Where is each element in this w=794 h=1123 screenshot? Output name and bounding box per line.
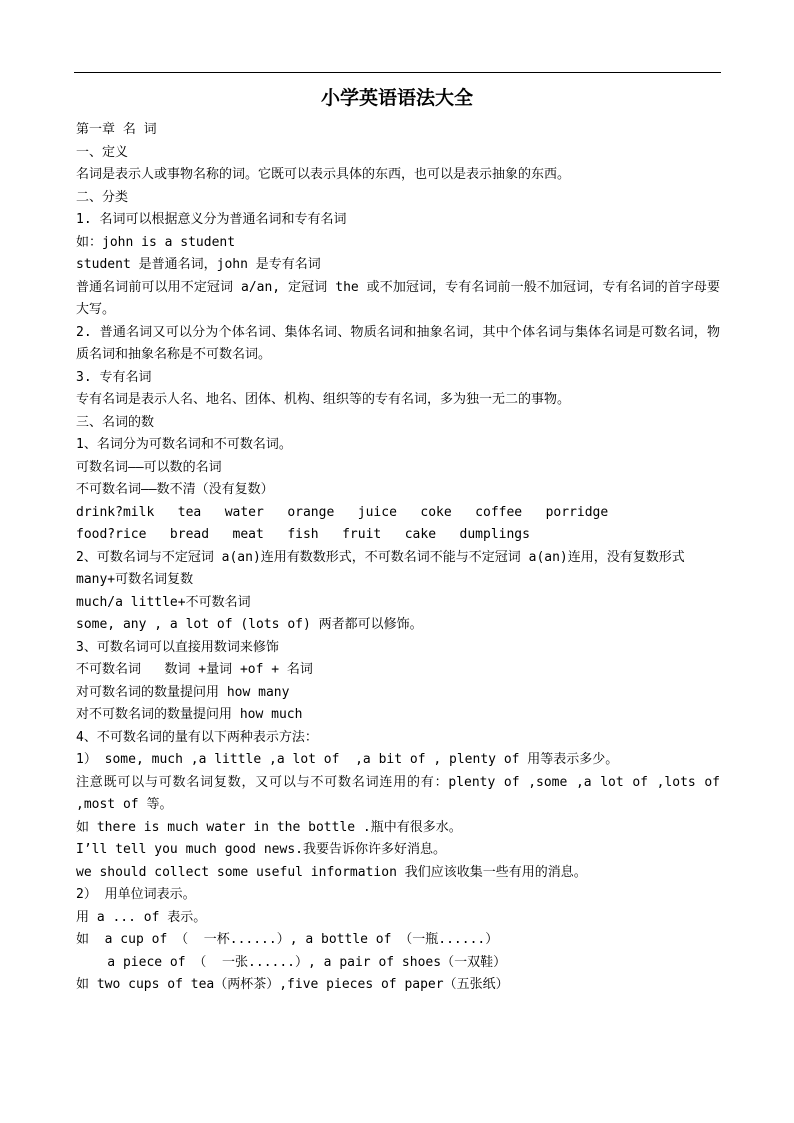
text-line: 专有名词是表示人名、地名、团体、机构、组织等的专有名词，多为独一无二的事物。	[76, 392, 571, 407]
text-line: 如 two cups of tea（两杯茶）,five pieces of paper（五张纸）	[76, 977, 509, 992]
text-line: 用 a ... of 表示。	[76, 909, 207, 925]
text-line: 可数名词——可以数的名词	[76, 459, 222, 475]
text-line: 不可数名词——数不清（没有复数）	[76, 482, 274, 497]
text-line: 名词是表示人或事物名称的词。它既可以表示具体的东西，也可以是表示抽象的东西。	[76, 167, 571, 182]
text-line: much/a little+不可数名词	[76, 594, 251, 610]
text-line: 4、不可数名词的量有以下两种表示方法：	[76, 729, 318, 745]
text-line: 如 a cup of （ 一杯......）, a bottle of （一瓶......）	[76, 932, 499, 947]
text-line: 不可数名词 数词 +量词 +of + 名词	[76, 662, 313, 677]
text-line: 3. 专有名词	[76, 369, 152, 385]
header-rule	[74, 72, 721, 73]
text-paragraph: 注意既可以与可数名词复数，又可以与不可数名词连用的有：plenty of ,some ,a lot of ,lots of ,most of 等。	[76, 774, 720, 812]
text-line: 如 there is much water in the bottle .瓶中有很多水。	[76, 819, 462, 835]
section-heading: 一、定义	[76, 144, 129, 160]
text-line: 3、可数名词可以直接用数词来修饰	[76, 639, 279, 655]
text-line: 1. 名词可以根据意义分为普通名词和专有名词	[76, 212, 347, 227]
text-line: drink?milk tea water orange juice coke coffee porridge	[76, 504, 609, 520]
chapter-heading: 第一章 名 词	[76, 122, 157, 137]
text-line: food?rice bread meat fish fruit cake dumplings	[76, 527, 530, 542]
document-body	[76, 119, 726, 997]
text-line: 1） some, much ,a little ,a lot of ,a bit of , plenty of 用等表示多少。	[76, 752, 619, 767]
text-line: 如：john is a student	[76, 234, 236, 250]
text-line: we should collect some useful information 我们应该收集一些有用的消息。	[76, 864, 587, 880]
text-line: many+可数名词复数	[76, 572, 194, 587]
text-line: 对不可数名词的数量提问用 how much	[76, 707, 303, 722]
text-line: student 是普通名词，john 是专有名词	[76, 257, 321, 272]
text-line: 2） 用单位词表示。	[76, 887, 196, 902]
text-line: 对可数名词的数量提问用 how many	[76, 684, 290, 700]
section-heading: 三、名词的数	[76, 414, 155, 430]
text-paragraph: 普通名词前可以用不定冠词 a/an, 定冠词 the 或不加冠词，专有名词前一般不加冠词，专有名词的首字母要大写。	[76, 279, 720, 317]
text-line: 1、名词分为可数名词和不可数名词。	[76, 437, 292, 452]
text-paragraph: 2. 普通名词又可以分为个体名词、集体名词、物质名词和抽象名词，其中个体名词与集体名词是可数名词，物质名词和抽象名称是不可数名词。	[76, 324, 720, 362]
section-heading: 二、分类	[76, 189, 129, 205]
document-title: 小学英语语法大全	[320, 87, 473, 109]
text-line: a piece of （ 一张......）, a pair of shoes（一双鞋）	[76, 954, 507, 970]
text-line: I’ll tell you much good news.我要告诉你许多好消息。	[76, 842, 446, 857]
text-paragraph: 2、可数名词与不定冠词 a(an)连用有数数形式，不可数名词不能与不定冠词 a(an)连用，没有复数形式	[76, 549, 685, 565]
text-line: some, any , a lot of (lots of) 两者都可以修饰。	[76, 617, 423, 632]
